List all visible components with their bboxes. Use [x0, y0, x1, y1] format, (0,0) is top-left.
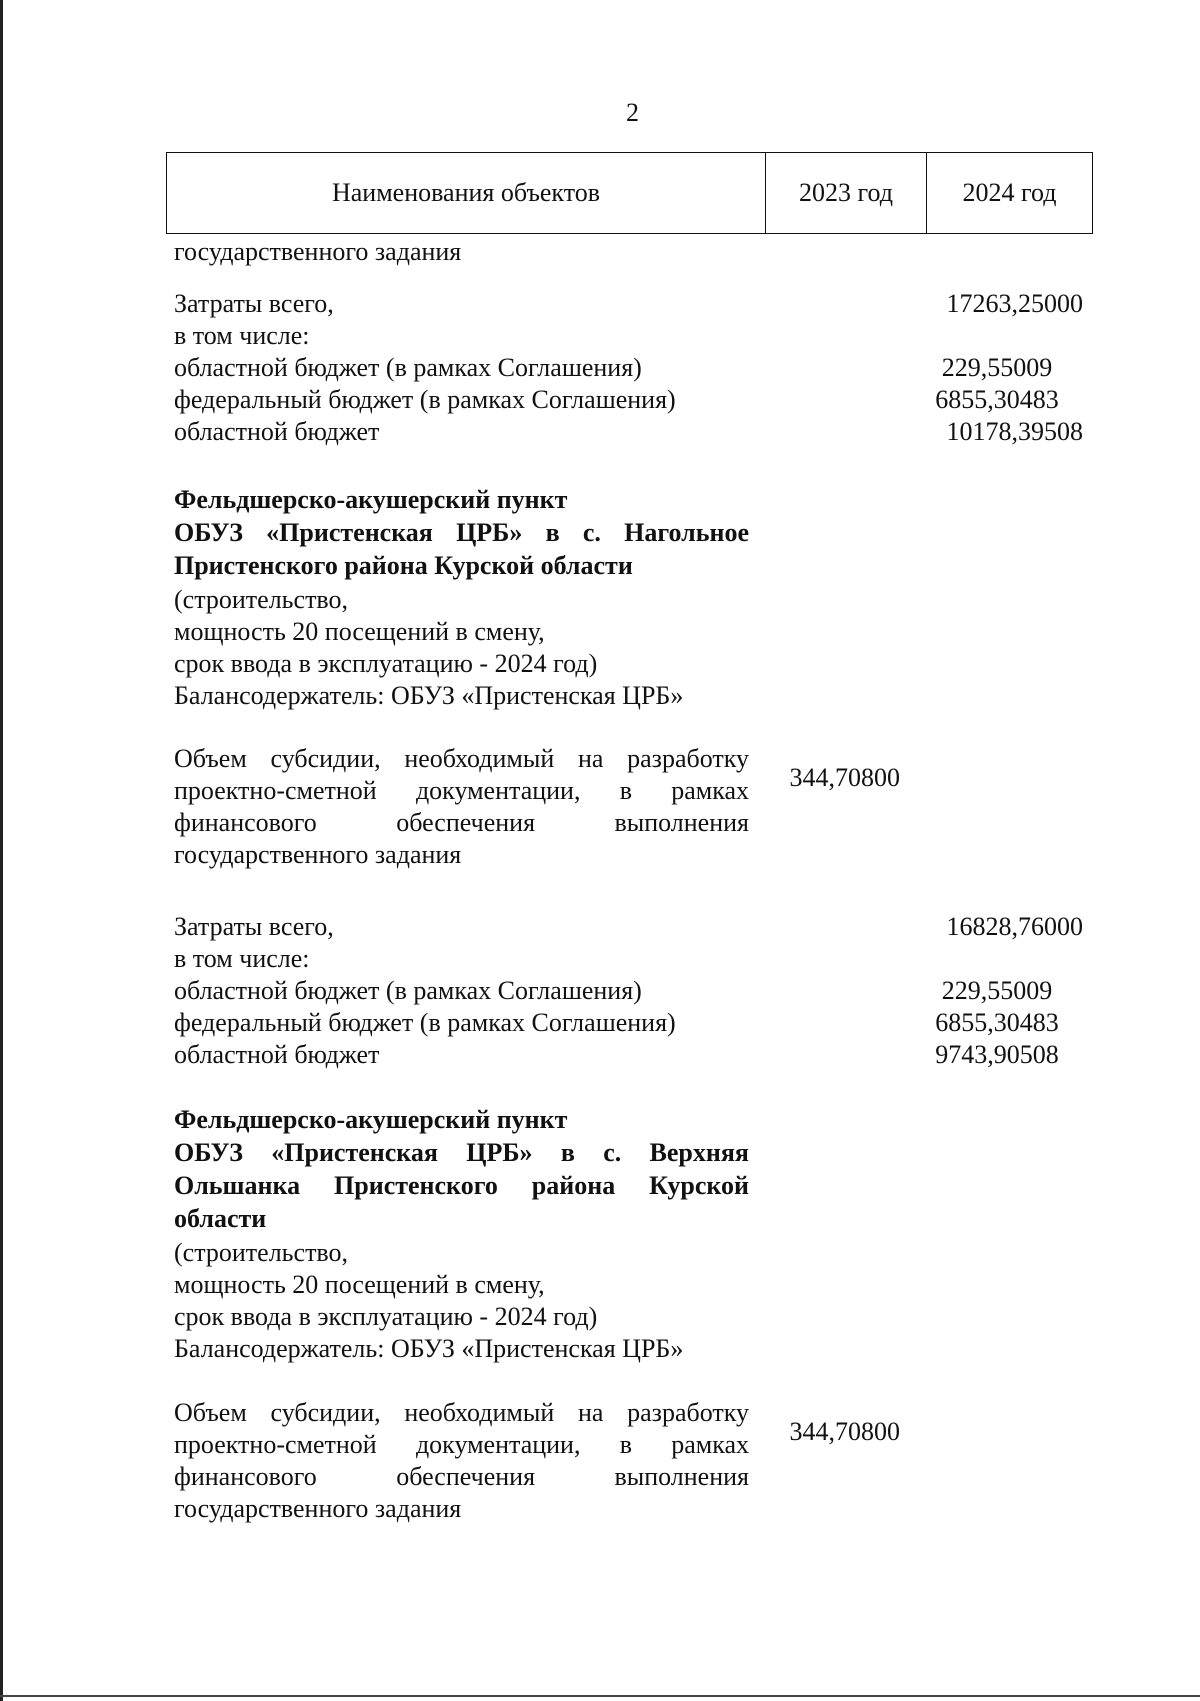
- subsidy-text-line: Объем субсидии, необходимый на разработку: [174, 1398, 749, 1427]
- federal-agreement-2024: 6855,30483: [935, 385, 1059, 414]
- including-label: в том числе:: [174, 321, 310, 350]
- subsidy-2023: 344,70800: [789, 1417, 900, 1446]
- costs-total-label: Затраты всего,: [174, 912, 334, 941]
- header-year-2023: 2023 год: [765, 153, 926, 233]
- federal-agreement-label: федеральный бюджет (в рамках Соглашения): [174, 1008, 676, 1037]
- subsidy-text-line: Объем субсидии, необходимый на разработку: [174, 744, 749, 773]
- subsidy-2023: 344,70800: [789, 763, 900, 792]
- subsidy-text-line: проектно-сметной документации, в рамках: [174, 776, 749, 805]
- table-header: [166, 152, 1093, 234]
- regional-agreement-label: областной бюджет (в рамках Соглашения): [174, 353, 642, 382]
- regional-label: областной бюджет: [174, 1040, 380, 1069]
- regional-agreement-label: областной бюджет (в рамках Соглашения): [174, 976, 642, 1005]
- carryover-text: государственного задания: [174, 237, 462, 266]
- costs-total-2024: 17263,25000: [946, 289, 1083, 318]
- costs-total-2024: 16828,76000: [946, 912, 1083, 941]
- scan-edge-bottom: [0, 1695, 1200, 1697]
- object-title-line: Фельдшерско-акушерский пункт: [174, 1105, 568, 1134]
- object-title-line: области: [174, 1204, 267, 1233]
- object-detail-line: (строительство,: [174, 585, 349, 614]
- regional-2024: 9743,90508: [935, 1040, 1059, 1069]
- federal-agreement-label: федеральный бюджет (в рамках Соглашения): [174, 385, 676, 414]
- costs-total-label: Затраты всего,: [174, 289, 334, 318]
- header-year-2024: 2024 год: [926, 153, 1092, 233]
- regional-agreement-2024: 229,55009: [941, 976, 1053, 1005]
- object-detail-line: срок ввода в эксплуатацию - 2024 год): [174, 1302, 598, 1331]
- header-objects-name: Наименования объектов: [331, 178, 601, 207]
- subsidy-text-line: государственного задания: [174, 840, 462, 869]
- subsidy-text-line: государственного задания: [174, 1494, 462, 1523]
- balance-holder-line: Балансодержатель: ОБУЗ «Пристенская ЦРБ»: [174, 681, 684, 710]
- federal-agreement-2024: 6855,30483: [935, 1008, 1059, 1037]
- balance-holder-line: Балансодержатель: ОБУЗ «Пристенская ЦРБ»: [174, 1334, 684, 1363]
- object-detail-line: мощность 20 посещений в смену,: [174, 617, 545, 646]
- including-label: в том числе:: [174, 944, 310, 973]
- regional-label: областной бюджет: [174, 417, 380, 446]
- object-title-line: Ольшанка Пристенского района Курской: [174, 1171, 749, 1200]
- object-detail-line: срок ввода в эксплуатацию - 2024 год): [174, 649, 598, 678]
- subsidy-text-line: финансового обеспечения выполнения: [174, 808, 749, 837]
- regional-agreement-2024: 229,55009: [941, 353, 1053, 382]
- object-title-line: ОБУЗ «Пристенская ЦРБ» в с. Верхняя: [174, 1138, 749, 1167]
- object-detail-line: (строительство,: [174, 1238, 349, 1267]
- scan-edge-left: [0, 0, 3, 1701]
- object-title-line: ОБУЗ «Пристенская ЦРБ» в с. Нагольное: [174, 518, 749, 547]
- object-title-line: Фельдшерско-акушерский пункт: [174, 485, 568, 514]
- subsidy-text-line: проектно-сметной документации, в рамках: [174, 1430, 749, 1459]
- regional-2024: 10178,39508: [946, 417, 1083, 446]
- subsidy-text-line: финансового обеспечения выполнения: [174, 1462, 749, 1491]
- page-number: 2: [626, 98, 639, 127]
- object-detail-line: мощность 20 посещений в смену,: [174, 1270, 545, 1299]
- object-title-line: Пристенского района Курской области: [174, 551, 633, 580]
